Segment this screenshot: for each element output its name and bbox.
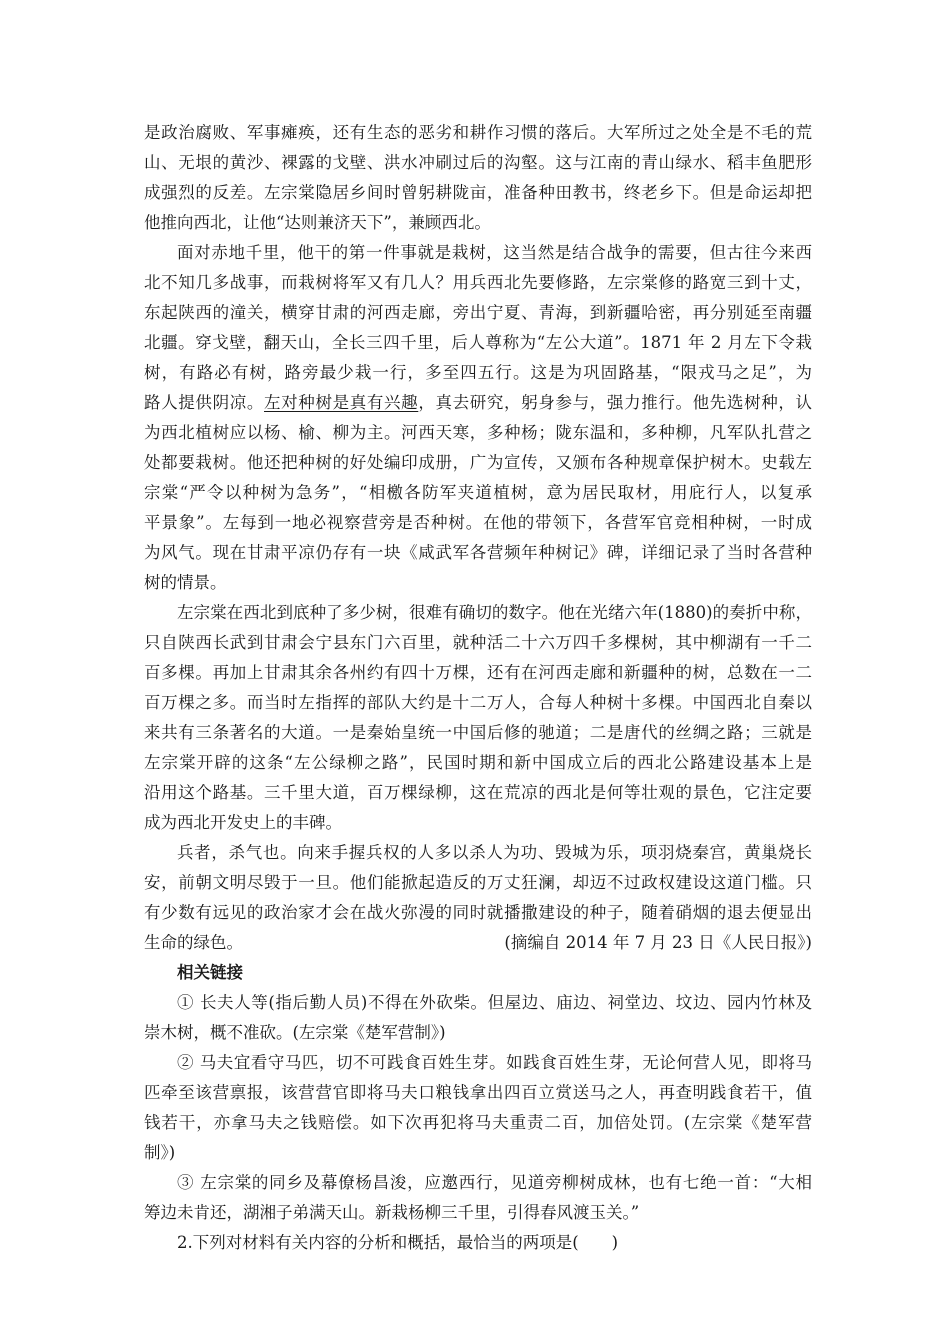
text-line: 是政治腐败、军事瘫痪，还有生态的恶劣和耕作习惯的落后。大军所过之处全是不毛的荒 [144, 123, 812, 142]
article-body [144, 118, 812, 1258]
text-line: 宗棠“严令以种树为急务”，“相檄各防军夹道植树，意为居民取材，用庇行人，以复承 [144, 483, 812, 502]
text-line: 北疆。穿戈壁，翻天山，全长三四千里，后人尊称为“左公大道”。1871 年 2 月左下令栽 [144, 333, 812, 352]
text-segment: 生命的绿色。 [144, 933, 243, 952]
text-line: 来共有三条著名的大道。一是秦始皇统一中国后修的驰道；二是唐代的丝绸之路；三就是 [144, 723, 812, 742]
paragraph [144, 238, 812, 598]
text-line: 有少数有远见的政治家才会在战火弥漫的同时就播撒建设的种子，随着硝烟的退去便显出 [144, 903, 812, 922]
source-citation: (摘编自 2014 年 7 月 23 日《人民日报》) [504, 933, 812, 952]
text-line: 处都要栽树。他还把种树的好处编印成册，广为宣传，又颁布各种规章保护树木。史载左 [144, 453, 812, 472]
text-line: 平景象”。左每到一地必视察营旁是否种树。在他的带领下，各营军官竞相种树，一时成 [144, 513, 812, 532]
link-item-line: 崇木树，概不准砍。(左宗棠《楚军营制》) [144, 1023, 446, 1042]
text-line: 为西北植树应以杨、榆、柳为主。河西天寒，多种杨；陇东温和，多种柳，凡军队扎营之 [144, 423, 812, 442]
text-line: 北不知几多战事，而栽树将军又有几人？用兵西北先要修路，左宗棠修的路宽三到十丈， [144, 273, 812, 292]
text-line [144, 928, 812, 958]
text-line: 东起陕西的潼关，横穿甘肃的河西走廊，旁出宁夏、青海，到新疆哈密，再分别延至南疆 [144, 303, 812, 322]
text-line: 面对赤地千里，他干的第一件事就是栽树，这当然是结合战争的需要，但古往今来西 [177, 243, 812, 262]
text-line: 左宗棠在西北到底种了多少树，很难有确切的数字。他在光绪六年(1880)的奏折中称， [177, 603, 812, 622]
link-item-line: 制》) [144, 1143, 176, 1162]
text-line: 树的情景。 [144, 573, 227, 592]
paragraph [144, 598, 812, 838]
text-line: 安，前朝文明尽毁于一旦。他们能掀起造反的万丈狂澜，却迈不过政权建设这道门槛。只 [144, 873, 812, 892]
question-text: 2.下列对材料有关内容的分析和概括，最恰当的两项是( ) [177, 1233, 619, 1252]
text-line: 只自陕西长武到甘肃会宁县东门六百里，就种活二十六万四千多棵树，其中柳湖有一千二 [144, 633, 812, 652]
link-item-line: 筹边未肯还，湖湘子弟满天山。新栽杨柳三千里，引得春风渡玉关。” [144, 1203, 640, 1222]
paragraph [144, 118, 812, 238]
text-line-with-underline [144, 388, 812, 418]
related-links [144, 958, 812, 1228]
underlined-phrase: 左对种树是真有兴趣 [264, 393, 419, 412]
link-item-line: 匹牵至该营禀报，该营营官即将马夫口粮钱拿出四百立赏送马之人，再查明践食若干，值 [144, 1083, 812, 1102]
text-segment: ，真去研究，躬身参与，强力推行。他先选树种，认 [418, 393, 813, 412]
paragraph [144, 838, 812, 958]
link-item-line: 钱若干，亦拿马夫之钱赔偿。如下次再犯将马夫重责二百，加倍处罚。(左宗棠《楚军营 [144, 1113, 812, 1132]
text-line: 沿用这个路基。三千里大道，百万棵绿柳，这在荒凉的西北是何等壮观的景色，它注定要 [144, 783, 812, 802]
link-item-line: ② 马夫宜看守马匹，切不可践食百姓生芽。如践食百姓生芽，无论何营人见，即将马 [177, 1053, 812, 1072]
text-segment: 路人提供阴凉。 [144, 393, 265, 412]
text-line: 成强烈的反差。左宗棠隐居乡间时曾躬耕陇亩，准备种田教书，终老乡下。但是命运却把 [144, 183, 812, 202]
text-line: 为风气。现在甘肃平凉仍存有一块《咸武军各营频年种树记》碑，详细记录了当时各营种 [144, 543, 812, 562]
text-line: 成为西北开发史上的丰碑。 [144, 813, 342, 832]
text-line: 左宗棠开辟的这条“左公绿柳之路”，民国时期和新中国成立后的西北公路建设基本上是 [144, 753, 812, 772]
text-line: 兵者，杀气也。向来手握兵权的人多以杀人为功、毁城为乐，项羽烧秦宫，黄巢烧长 [177, 843, 812, 862]
text-line: 他推向西北，让他“达则兼济天下”，兼顾西北。 [144, 213, 491, 232]
text-line: 山、无垠的黄沙、裸露的戈壁、洪水冲刷过后的沟壑。这与江南的青山绿水、稻丰鱼肥形 [144, 153, 812, 172]
link-item-line: ③ 左宗棠的同乡及幕僚杨昌浚，应邀西行，见道旁柳树成林，也有七绝一首：“大相 [177, 1173, 812, 1192]
text-line: 树，有路必有树，路旁最少栽一行，多至四五行。这是为巩固路基，“限戎马之足”，为 [144, 363, 812, 382]
section-heading: 相关链接 [177, 963, 243, 982]
text-line: 百万棵之多。而当时左指挥的部队大约是十二万人，合每人种树十多棵。中国西北自秦以 [144, 693, 812, 712]
link-item-line: ① 长夫人等(指后勤人员)不得在外砍柴。但屋边、庙边、祠堂边、坟边、园内竹林及 [177, 993, 812, 1012]
text-line: 百多棵。再加上甘肃其余各州约有四十万棵，还有在河西走廊和新疆种的树，总数在一二 [144, 663, 812, 682]
